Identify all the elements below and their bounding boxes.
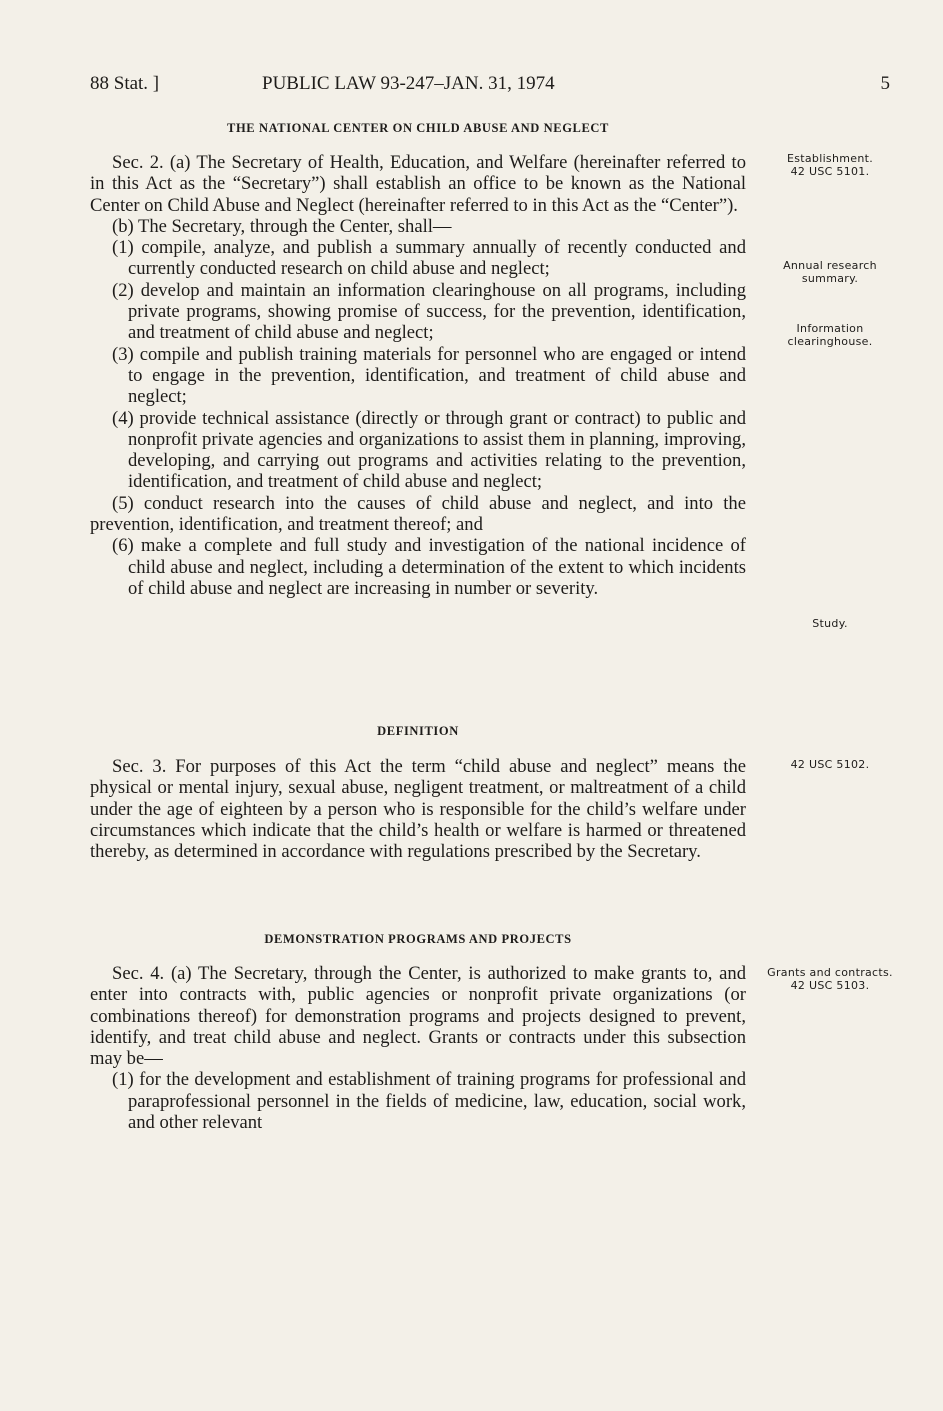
section-2b-item-4: (4) provide technical assistance (directly or through grant or contract) to public and nonprofit private agencies and organizations to assist them in planning, improving, developing, and carrying out programs and activities relating to the prevention, identification, and treatment of child abuse and neglect; (112, 407, 746, 493)
margin-note-establishment (760, 152, 900, 178)
section-2b-item-2: (2) develop and maintain an information clearinghouse on all programs, including private programs, showing promise of success, for the prevention, identification, and treatment of child abuse and neglect; (112, 279, 746, 344)
margin-note-usc-5103: 42 USC 5103. (790, 979, 870, 992)
section-4-block (90, 963, 746, 1133)
section-heading-definition: DEFINITION (377, 724, 459, 738)
section-2-block (90, 152, 746, 599)
section-2b-item-3: (3) compile and publish training materials for personnel who are engaged or intend to engage in the prevention, identification, and treatment of child abuse and neglect; (112, 343, 746, 408)
page-title: PUBLIC LAW 93-247–JAN. 31, 1974 (262, 73, 555, 94)
margin-note-grants-label: Grants and contracts. (767, 966, 893, 979)
section-3-paragraph: Sec. 3. For purposes of this Act the term “child abuse and neglect” means the physical or mental injury, sexual abuse, negligent treatment, or maltreatment of a child under the age of eighteen by a person who is responsible for the child’s welfare under circumstances which indicate that the child’s health or welfare is harmed or threatened thereby, as determined in accordance with regulations prescribed by the Secretary. (90, 756, 746, 863)
section-4a-paragraph: Sec. 4. (a) The Secretary, through the Center, is authorized to make grants to, and enter into contracts with, public agencies or nonprofit private organizations (or combinations thereof) for demonstration programs and projects designed to prevent, identify, and treat child abuse and neglect. Grants or contracts under this subsection may be— (90, 963, 746, 1070)
section-2b-item-5: (5) conduct research into the causes of child abuse and neglect, and into the prevention, identification, and treatment thereof; and (90, 492, 746, 536)
section-2b-paragraph: (b) The Secretary, through the Center, shall— (112, 215, 452, 237)
margin-note-information: Information clearinghouse. (787, 322, 873, 348)
section-2b-item-1: (1) compile, analyze, and publish a summary annually of recently conducted and currently conducted research on child abuse and neglect; (112, 237, 746, 280)
section-heading-demonstration: DEMONSTRATION PROGRAMS AND PROJECTS (264, 932, 572, 946)
margin-note-annual-research: Annual research summary. (783, 259, 877, 285)
page-number: 5 (880, 73, 890, 94)
margin-note-study: Study. (812, 617, 848, 630)
margin-note-establishment-label: Establishment. (787, 152, 873, 165)
margin-note-usc-5101: 42 USC 5101. (790, 165, 870, 178)
statute-reference: 88 Stat. ] (90, 73, 160, 94)
section-4a-item-1: (1) for the development and establishment of training programs for professional and paraprofessional personnel in the fields of medicine, law, education, social work, and other relevant (112, 1069, 746, 1134)
section-heading-national-center: THE NATIONAL CENTER ON CHILD ABUSE AND NEGLECT (227, 121, 609, 135)
page-header (90, 73, 890, 99)
section-2a-paragraph: Sec. 2. (a) The Secretary of Health, Education, and Welfare (hereinafter referred to in this Act as the “Secretary”) shall establish an office to be known as the National Center on Child Abuse and Neglect (hereinafter referred to in this Act as the “Center”). (90, 152, 746, 216)
section-2b-item-6: (6) make a complete and full study and investigation of the national incidence of child abuse and neglect, including a determination of the extent to which incidents of child abuse and neglect are increasing in number or severity. (112, 535, 746, 599)
margin-note-usc-5102: 42 USC 5102. (790, 758, 870, 771)
section-3-block (90, 756, 746, 862)
margin-note-grants (760, 966, 900, 992)
